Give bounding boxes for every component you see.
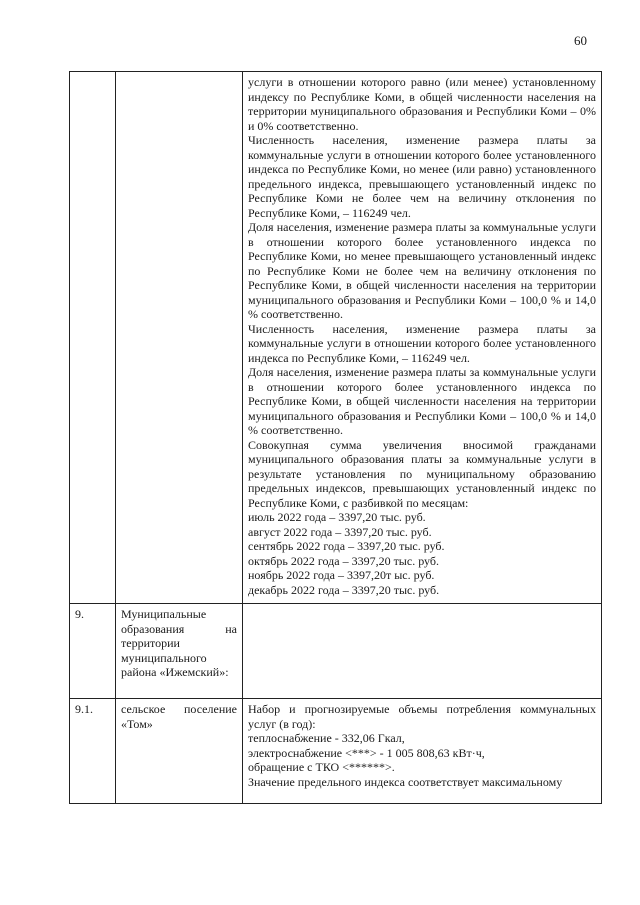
table-row [70, 72, 602, 604]
paragraph: Доля населения, изменение размера платы за коммунальные услуги в отношении которого более установленного индекса по Республике Коми, но менее превышающего установленный индекс по Республике Коми не более чем на величину отклонения по Республике Коми, в общей численности населения на территории муниципального образования и Республики Коми – 100,0 % и 14,0 % соответственно. [248, 220, 596, 321]
paragraph: Численность населения, изменение размера платы за коммунальные услуги в отношении которого более установленного индекса по Республике Коми, но менее (или равно) установленного предельного индекса, превышающего установленный индекс по Республике Коми не более чем на величину отклонения по Республике Коми, – 116249 чел. [248, 133, 596, 220]
month-amount: июль 2022 года – 3397,20 тыс. руб. [248, 510, 426, 524]
paragraph: Доля населения, изменение размера платы за коммунальные услуги в отношении которого более установленного индекса по Республике Коми, в общей численности населения на территории муниципального образования и Республики Коми – 100,0 % и 14,0 % соответственно. [248, 365, 596, 437]
paragraph: Значение предельного индекса соответствует максимальному [248, 774, 563, 789]
table-row [70, 604, 602, 699]
month-amount: ноябрь 2022 года – 3397,20т ыс. руб. [248, 568, 435, 582]
consumption-item: теплоснабжение - 332,06 Гкал, [248, 731, 405, 745]
table-row [70, 699, 602, 804]
paragraph: Набор и прогнозируемые объемы потребления коммунальных услуг (в год): [248, 702, 596, 731]
page-number: 60 [574, 33, 587, 48]
row-description-cell [243, 604, 602, 699]
row-description-cell [243, 72, 602, 604]
row-name-cell [116, 72, 243, 604]
row-number-cell: 9. [70, 604, 116, 699]
consumption-item: электроснабжение <***> - 1 005 808,63 кВт·ч, [248, 745, 485, 760]
tariff-table [69, 71, 602, 804]
month-amount: декабрь 2022 года – 3397,20 тыс. руб. [248, 582, 440, 597]
row-number-cell: 9.1. [70, 699, 116, 804]
month-amount: октябрь 2022 года – 3397,20 тыс. руб. [248, 553, 439, 568]
paragraph: Совокупная сумма увеличения вносимой гражданами муниципального образования платы за коммунальные услуги в результате установления по муниципальному образованию предельных индексов, превышающих установленный индекс по Республике Коми, с разбивкой по месяцам: [248, 437, 596, 510]
month-amount: август 2022 года – 3397,20 тыс. руб. [248, 524, 432, 539]
paragraph: услуги в отношении которого равно (или менее) установленному индексу по Республике Коми, в общей численности населения на территории муниципального образования и Республики Коми – 0% и 0% соответственно. [248, 75, 596, 133]
row-description-cell [243, 699, 602, 804]
row-name-cell: Муниципальные образования на территории муниципального района «Ижемский»: [116, 604, 243, 699]
row-name-cell: сельское поселение «Том» [116, 699, 243, 804]
paragraph: Численность населения, изменение размера платы за коммунальные услуги в отношении которого более установленного индекса по Республике Коми, – 116249 чел. [248, 321, 596, 365]
month-amount: сентябрь 2022 года – 3397,20 тыс. руб. [248, 539, 445, 553]
row-number-cell [70, 72, 116, 604]
consumption-item: обращение с ТКО <******>. [248, 760, 395, 774]
